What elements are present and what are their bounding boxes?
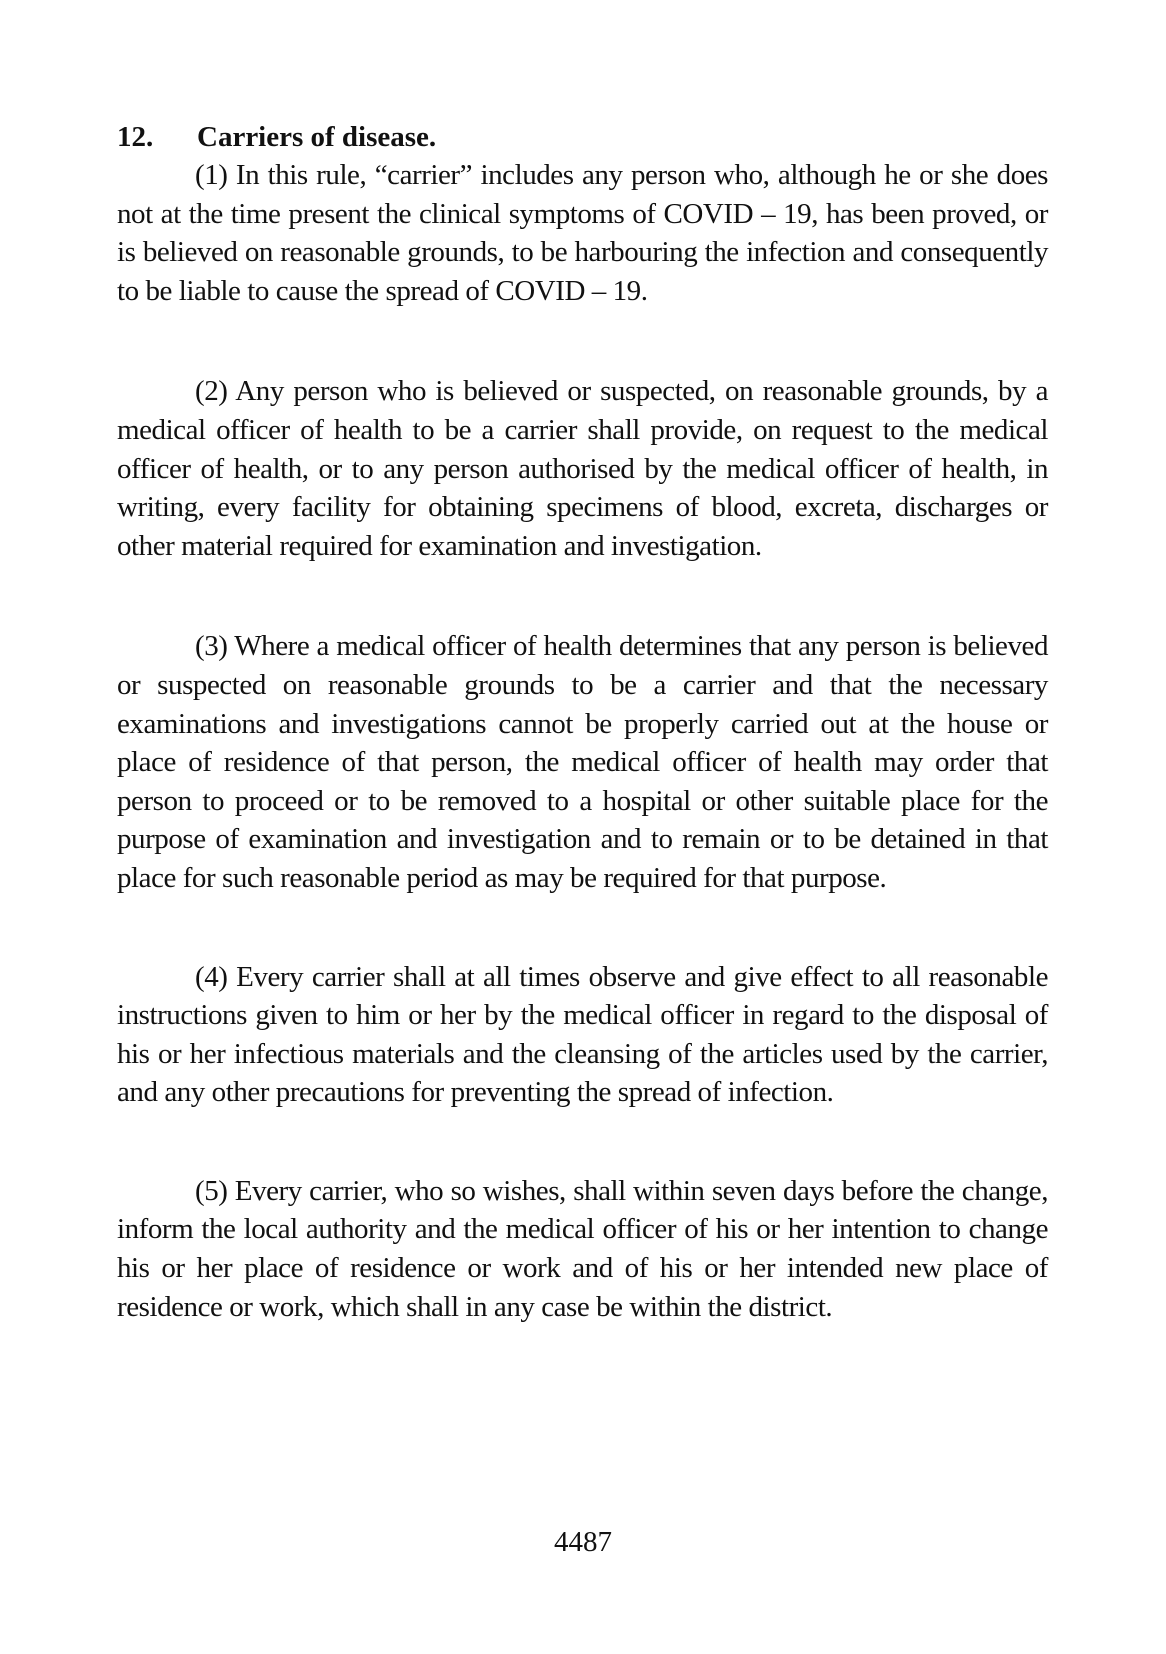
- paragraph-1: (1) In this rule, “carrier” includes any person who, although he or she does not at the time present the clinical symptoms of COVID – 19, has been proved, or is believed on reasonable grounds, to be harbouring the infection and consequently to be liable to cause the spread of COVID – 19.: [117, 159, 1048, 307]
- section-title: Carriers of disease.: [197, 121, 437, 153]
- page-number: 4487: [554, 1526, 612, 1558]
- section-heading: [117, 118, 1048, 156]
- paragraph-2: (2) Any person who is believed or suspected, on reasonable grounds, by a medical officer of health to be a carrier shall provide, on request to the medical officer of health, or to any person authorised by the medical officer of health, in writing, every facility for obtaining specimens of blood, excreta, discharges or other material required for examination and investigation.: [117, 375, 1048, 562]
- paragraph-4: (4) Every carrier shall at all times observe and give effect to all reasonable instructions given to him or her by the medical officer in regard to the disposal of his or her infectious materials and the cleansing of the articles used by the carrier, and any other precautions for preventing the spread of infection.: [117, 960, 1048, 1109]
- document-page: [117, 118, 1048, 1326]
- paragraph-5: (5) Every carrier, who so wishes, shall within seven days before the change, inform the local authority and the medical officer of his or her intention to change his or her place of residence or work and of his or her intended new place of residence or work, which shall in any case be within the district.: [117, 1174, 1048, 1323]
- section-number: 12.: [117, 121, 154, 153]
- paragraph-3: (3) Where a medical officer of health determines that any person is believed or suspected on reasonable grounds to be a carrier and that the necessary examinations and investigations cannot be properly carried out at the house or place of residence of that person, the medical officer of health may order that person to proceed or to be removed to a hospital or other suitable place for the purpose of examination and investigation and to remain or to be detained in that place for such reasonable period as may be required for that purpose.: [117, 630, 1048, 894]
